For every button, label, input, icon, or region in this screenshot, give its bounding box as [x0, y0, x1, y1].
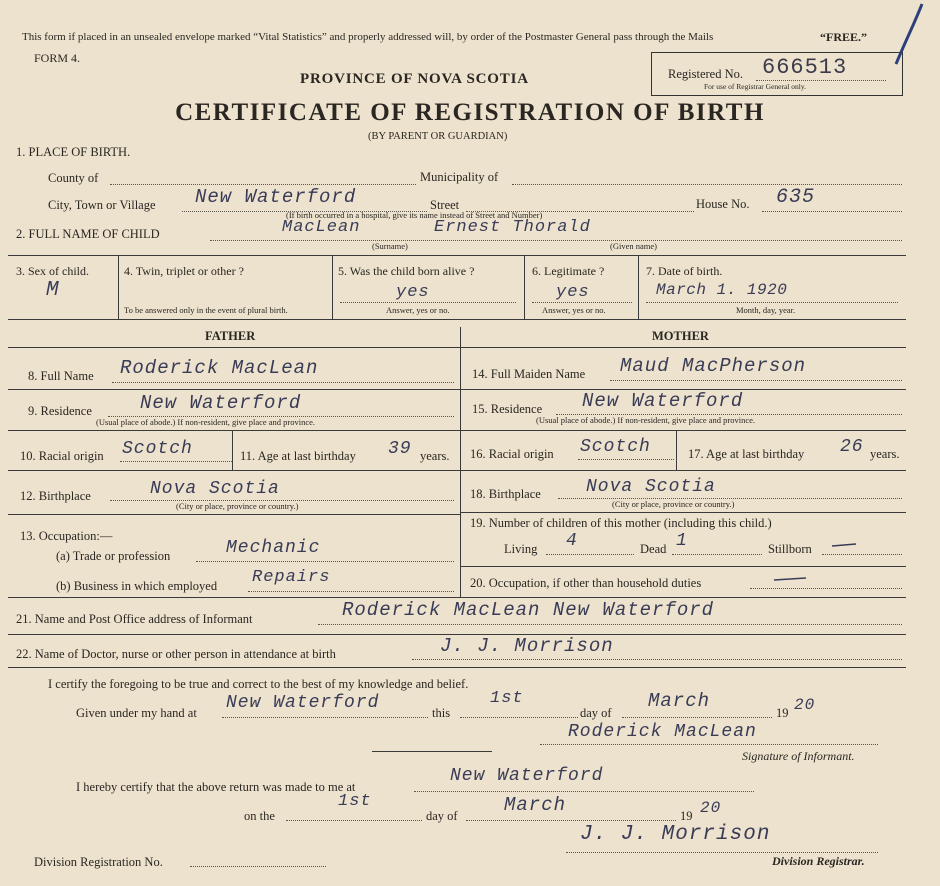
father-birthplace-value: Nova Scotia: [150, 479, 280, 499]
informant-signature: Roderick MacLean: [568, 722, 757, 742]
certification-day-value: 1st: [490, 689, 524, 708]
trade-value: Mechanic: [226, 538, 321, 558]
living-value: 4: [566, 531, 578, 551]
born-alive-caption: Answer, yes or no.: [386, 305, 450, 315]
registrar-place-value: New Waterford: [450, 766, 604, 786]
mother-name-value: Maud MacPherson: [620, 355, 807, 377]
date-of-birth-caption: Month, day, year.: [736, 305, 796, 315]
street-label: Street: [430, 198, 460, 212]
sex-value: M: [46, 279, 60, 302]
given-name-caption: (Given name): [610, 241, 657, 251]
attendant-label: 22. Name of Doctor, nurse or other person in attendance at birth: [16, 647, 336, 661]
given-place-value: New Waterford: [226, 693, 380, 713]
informant-value: Roderick MacLean New Waterford: [342, 599, 715, 621]
mother-birthplace-caption: (City or place, province or country.): [612, 499, 735, 509]
child-name-label: 2. FULL NAME OF CHILD: [16, 227, 160, 241]
legitimate-label: 6. Legitimate ?: [532, 264, 605, 278]
father-name-value: Roderick MacLean: [120, 357, 319, 379]
legitimate-value: yes: [556, 283, 590, 302]
sex-label: 3. Sex of child.: [16, 264, 89, 278]
province-heading: PROVINCE OF NOVA SCOTIA: [300, 71, 529, 87]
county-label: County of: [48, 171, 99, 185]
stillborn-dash-mark: [830, 540, 860, 550]
mail-notice: This form if placed in an unsealed envelope marked “Vital Statistics” and properly addressed will, by order of the Postmaster General pass through the Mails: [22, 31, 714, 43]
mother-birthplace-value: Nova Scotia: [586, 477, 716, 497]
living-label: Living: [504, 542, 538, 556]
registered-label: Registered No.: [668, 67, 743, 81]
hospital-note: (If birth occurred in a hospital, give its name instead of Street and Number): [286, 210, 543, 220]
father-age-years: years.: [420, 449, 450, 463]
date-of-birth-value: March 1. 1920: [656, 281, 788, 299]
registrar-day-value: 1st: [338, 792, 372, 811]
house-number-label: House No.: [696, 197, 750, 211]
certification-day-of-label: day of: [580, 706, 612, 720]
surname-caption: (Surname): [372, 241, 408, 251]
certificate-title: CERTIFICATE OF REGISTRATION OF BIRTH: [175, 99, 765, 126]
registered-number-box: [651, 52, 903, 96]
child-given-name-value: Ernest Thorald: [434, 218, 591, 237]
father-racial-value: Scotch: [122, 439, 193, 459]
legitimate-caption: Answer, yes or no.: [542, 305, 606, 315]
mother-name-label: 14. Full Maiden Name: [472, 367, 586, 381]
registrar-year-prefix: 19: [680, 809, 693, 823]
dead-value: 1: [676, 531, 688, 551]
attendant-value: J. J. Morrison: [440, 635, 614, 657]
informant-signature-caption: Signature of Informant.: [742, 749, 855, 763]
form-number: FORM 4.: [34, 51, 81, 65]
twin-label: 4. Twin, triplet or other ?: [124, 264, 244, 278]
mother-occupation-dash-mark: [772, 574, 812, 584]
certification-month-value: March: [648, 690, 711, 712]
city-value: New Waterford: [195, 186, 357, 208]
dead-label: Dead: [640, 542, 667, 556]
mother-age-value: 26: [840, 437, 864, 457]
on-the-label: on the: [244, 809, 275, 823]
certification-year-value: 20: [794, 696, 816, 714]
child-surname-value: MacLean: [282, 218, 361, 237]
date-of-birth-label: 7. Date of birth.: [646, 264, 723, 278]
mother-residence-label: 15. Residence: [472, 402, 543, 416]
mother-birthplace-label: 18. Birthplace: [470, 487, 541, 501]
certificate-subtitle: (BY PARENT OR GUARDIAN): [368, 131, 508, 142]
registrar-signature: J. J. Morrison: [580, 823, 771, 846]
municipality-label: Municipality of: [420, 170, 499, 184]
born-alive-label: 5. Was the child born alive ?: [338, 264, 475, 278]
registrar-month-value: March: [504, 794, 567, 816]
mother-residence-value: New Waterford: [582, 390, 744, 412]
informant-label: 21. Name and Post Office address of Informant: [16, 612, 253, 626]
father-residence-value: New Waterford: [140, 392, 302, 414]
business-value: Repairs: [252, 568, 331, 587]
father-age-label: 11. Age at last birthday: [240, 449, 356, 463]
given-label: Given under my hand at: [76, 706, 197, 720]
this-label: this: [432, 706, 451, 720]
registrar-statement: I hereby certify that the above return was made to me at: [76, 780, 356, 794]
city-label: City, Town or Village: [48, 198, 156, 212]
father-occupation-label: 13. Occupation:—: [20, 529, 113, 543]
father-age-value: 39: [388, 439, 412, 459]
father-residence-caption: (Usual place of abode.) If non-resident, give place and province.: [96, 417, 316, 427]
father-heading: FATHER: [205, 329, 256, 343]
born-alive-value: yes: [396, 283, 430, 302]
house-number-value: 635: [776, 186, 816, 209]
children-count-label: 19. Number of children of this mother (including this child.): [470, 516, 772, 530]
registered-number-value: 666513: [762, 55, 848, 80]
place-of-birth-heading: 1. PLACE OF BIRTH.: [16, 145, 131, 159]
certification-statement: I certify the foregoing to be true and correct to the best of my knowledge and belief.: [48, 677, 469, 691]
father-birthplace-label: 12. Birthplace: [20, 489, 91, 503]
father-racial-label: 10. Racial origin: [20, 449, 104, 463]
business-label: (b) Business in which employed: [56, 579, 218, 593]
registrar-day-of-label: day of: [426, 809, 458, 823]
registrar-use-note: For use of Registrar General only.: [704, 82, 806, 91]
mother-racial-value: Scotch: [580, 437, 651, 457]
registrar-year-value: 20: [700, 799, 722, 817]
stillborn-label: Stillborn: [768, 542, 812, 556]
father-name-label: 8. Full Name: [28, 369, 94, 383]
father-residence-label: 9. Residence: [28, 404, 92, 418]
mother-age-years: years.: [870, 447, 900, 461]
ink-check-mark: [870, 0, 930, 70]
mail-notice-free: “FREE.”: [820, 30, 868, 44]
father-birthplace-caption: (City or place, province or country.): [176, 501, 299, 511]
mother-age-label: 17. Age at last birthday: [688, 447, 805, 461]
division-registration-label: Division Registration No.: [34, 855, 163, 869]
certification-year-prefix: 19: [776, 706, 789, 720]
mother-heading: MOTHER: [652, 329, 709, 343]
twin-caption: To be answered only in the event of plural birth.: [124, 305, 288, 315]
mother-residence-caption: (Usual place of abode.) If non-resident, give place and province.: [536, 415, 756, 425]
mother-racial-label: 16. Racial origin: [470, 447, 554, 461]
division-registrar-caption: Division Registrar.: [772, 854, 865, 868]
trade-label: (a) Trade or profession: [56, 549, 171, 563]
mother-occupation-label: 20. Occupation, if other than household duties: [470, 576, 702, 590]
